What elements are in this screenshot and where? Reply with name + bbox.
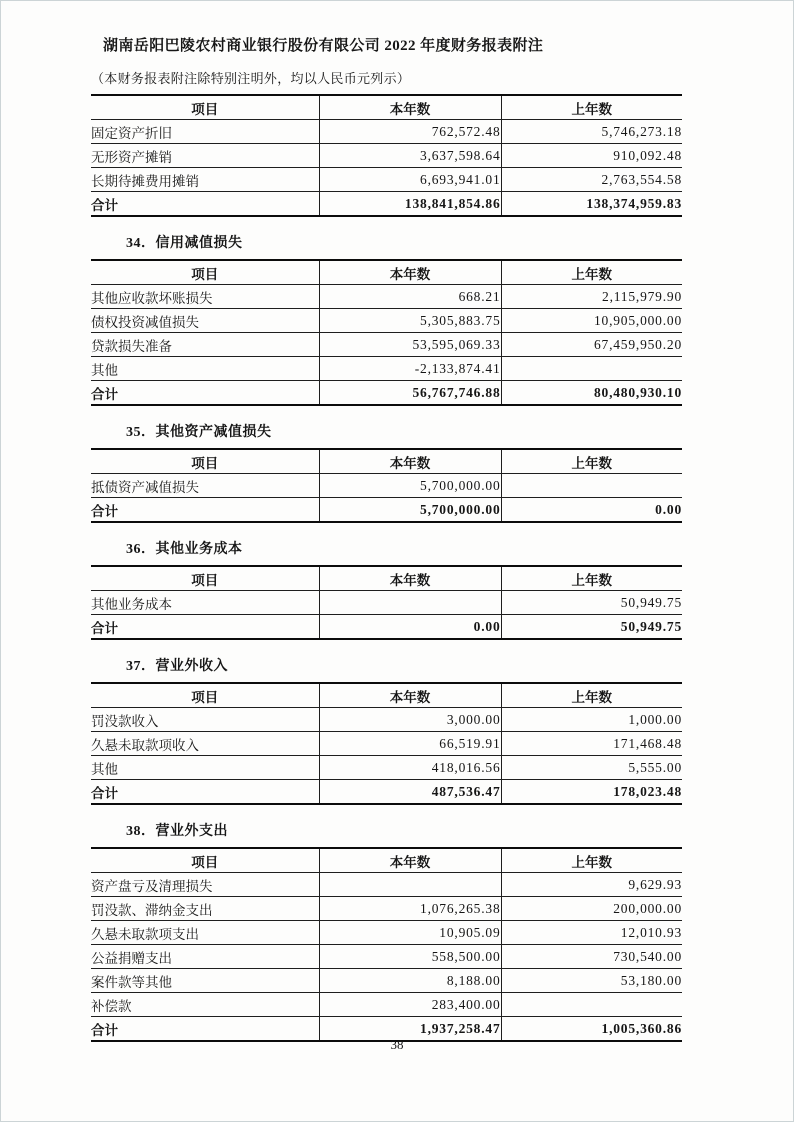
prior-year-cell: 50,949.75 (620, 618, 682, 634)
financial-table (91, 259, 682, 406)
item-cell: 久悬未取款项支出 (91, 921, 319, 945)
item-cell: 合计 (91, 192, 319, 217)
current-year-cell: 5,700,000.00 (319, 474, 501, 498)
financial-table (91, 847, 682, 1042)
report-section (91, 421, 682, 523)
item-cell: 补偿款 (91, 993, 319, 1017)
section-heading: 37．营业外收入 (126, 659, 228, 674)
current-year-cell: 0.00 (319, 615, 501, 640)
column-header-prior-year: 上年数 (501, 449, 682, 474)
current-year-cell: 138,841,854.86 (319, 192, 501, 217)
item-cell: 合计 (91, 498, 319, 523)
item-cell: 公益捐赠支出 (91, 945, 319, 969)
current-year-cell: 1,937,258.47 (319, 1017, 501, 1042)
table-row (91, 285, 682, 309)
page-number: 38 (390, 1037, 404, 1052)
table-row (91, 921, 682, 945)
prior-year-cell: 5,555.00 (501, 756, 682, 780)
item-cell: 久悬未取款项收入 (91, 732, 319, 756)
column-header-item: 项目 (91, 848, 319, 873)
financial-table (91, 565, 682, 640)
item-cell: 资产盘亏及清理损失 (91, 873, 319, 897)
current-year-cell: 1,076,265.38 (319, 897, 501, 921)
item-cell: 其他应收款坏账损失 (91, 285, 319, 309)
table-row (91, 168, 682, 192)
column-header-current-year: 本年数 (319, 848, 501, 873)
table-row (91, 120, 682, 144)
prior-year-cell (501, 357, 682, 381)
document-subtitle: （本财务报表附注除特别注明外，均以人民币元列示） (91, 71, 411, 86)
financial-table (91, 682, 682, 805)
prior-year-cell: 178,023.48 (613, 783, 682, 799)
column-header-current-year: 本年数 (319, 683, 501, 708)
current-year-cell: 5,305,883.75 (319, 309, 501, 333)
table-header-row (91, 566, 682, 591)
current-year-cell (319, 873, 501, 897)
item-cell: 合计 (91, 780, 319, 805)
table-row (91, 993, 682, 1017)
table-row (91, 897, 682, 921)
item-cell: 其他业务成本 (91, 591, 319, 615)
prior-year-cell: 910,092.48 (501, 144, 682, 168)
report-section (91, 538, 682, 640)
current-year-cell: -2,133,874.41 (319, 357, 501, 381)
column-header-prior-year: 上年数 (501, 95, 682, 120)
current-year-cell: 8,188.00 (319, 969, 501, 993)
current-year-cell: 56,767,746.88 (319, 381, 501, 406)
table-row (91, 969, 682, 993)
prior-year-cell: 50,949.75 (501, 591, 682, 615)
current-year-cell: 10,905.09 (319, 921, 501, 945)
section-heading: 34．信用减值损失 (126, 236, 243, 251)
column-header-prior-year: 上年数 (501, 683, 682, 708)
current-year-cell: 418,016.56 (319, 756, 501, 780)
table-row (91, 498, 682, 523)
item-cell: 无形资产摊销 (91, 144, 319, 168)
current-year-cell: 558,500.00 (319, 945, 501, 969)
current-year-cell: 53,595,069.33 (319, 333, 501, 357)
current-year-cell: 487,536.47 (319, 780, 501, 805)
prior-year-cell: 9,629.93 (501, 873, 682, 897)
item-cell: 债权投资减值损失 (91, 309, 319, 333)
prior-year-cell: 2,763,554.58 (501, 168, 682, 192)
table-row (91, 144, 682, 168)
item-cell: 合计 (91, 381, 319, 406)
table-row (91, 192, 682, 217)
report-section (91, 820, 682, 1042)
report-section (91, 232, 682, 406)
table-row (91, 945, 682, 969)
item-cell: 长期待摊费用摊销 (91, 168, 319, 192)
column-header-prior-year: 上年数 (501, 260, 682, 285)
current-year-cell: 3,000.00 (319, 708, 501, 732)
financial-table (91, 94, 682, 217)
item-cell: 合计 (91, 1017, 319, 1042)
prior-year-cell (501, 993, 682, 1017)
current-year-cell: 6,693,941.01 (319, 168, 501, 192)
column-header-item: 项目 (91, 566, 319, 591)
financial-table (91, 448, 682, 523)
prior-year-cell: 1,005,360.86 (601, 1020, 682, 1036)
table-row (91, 873, 682, 897)
prior-year-cell: 12,010.93 (501, 921, 682, 945)
prior-year-cell: 10,905,000.00 (501, 309, 682, 333)
column-header-prior-year: 上年数 (501, 566, 682, 591)
item-cell: 贷款损失准备 (91, 333, 319, 357)
prior-year-cell: 5,746,273.18 (501, 120, 682, 144)
table-row (91, 591, 682, 615)
column-header-item: 项目 (91, 449, 319, 474)
item-cell: 合计 (91, 615, 319, 640)
section-heading: 38．营业外支出 (126, 824, 228, 839)
prior-year-cell: 80,480,930.10 (593, 384, 682, 400)
prior-year-cell: 2,115,979.90 (501, 285, 682, 309)
section-heading: 36．其他业务成本 (126, 542, 243, 557)
column-header-current-year: 本年数 (319, 566, 501, 591)
table-row (91, 333, 682, 357)
item-cell: 固定资产折旧 (91, 120, 319, 144)
prior-year-cell (501, 474, 682, 498)
prior-year-cell: 0.00 (655, 501, 682, 517)
prior-year-cell: 171,468.48 (501, 732, 682, 756)
current-year-cell: 762,572.48 (319, 120, 501, 144)
report-section (91, 94, 682, 217)
sections-container (91, 94, 682, 1042)
prior-year-cell: 1,000.00 (501, 708, 682, 732)
document-content (91, 1, 682, 1042)
section-heading: 35．其他资产减值损失 (126, 425, 272, 440)
current-year-cell: 283,400.00 (319, 993, 501, 1017)
prior-year-cell: 67,459,950.20 (501, 333, 682, 357)
table-header-row (91, 683, 682, 708)
table-row (91, 708, 682, 732)
prior-year-cell: 200,000.00 (501, 897, 682, 921)
current-year-cell: 66,519.91 (319, 732, 501, 756)
table-row (91, 756, 682, 780)
current-year-cell: 3,637,598.64 (319, 144, 501, 168)
column-header-item: 项目 (91, 683, 319, 708)
item-cell: 罚没款收入 (91, 708, 319, 732)
item-cell: 罚没款、滞纳金支出 (91, 897, 319, 921)
column-header-item: 项目 (91, 95, 319, 120)
table-header-row (91, 260, 682, 285)
current-year-cell: 5,700,000.00 (319, 498, 501, 523)
table-row (91, 357, 682, 381)
table-row (91, 615, 682, 640)
item-cell: 其他 (91, 357, 319, 381)
current-year-cell (319, 591, 501, 615)
table-row (91, 309, 682, 333)
current-year-cell: 668.21 (319, 285, 501, 309)
table-header-row (91, 848, 682, 873)
column-header-current-year: 本年数 (319, 260, 501, 285)
prior-year-cell: 730,540.00 (501, 945, 682, 969)
table-row (91, 732, 682, 756)
report-section (91, 655, 682, 805)
table-header-row (91, 449, 682, 474)
document-title: 湖南岳阳巴陵农村商业银行股份有限公司 2022 年度财务报表附注 (103, 38, 544, 54)
prior-year-cell: 138,374,959.83 (586, 195, 682, 211)
column-header-current-year: 本年数 (319, 449, 501, 474)
column-header-item: 项目 (91, 260, 319, 285)
table-row (91, 381, 682, 406)
item-cell: 案件款等其他 (91, 969, 319, 993)
table-header-row (91, 95, 682, 120)
item-cell: 抵债资产减值损失 (91, 474, 319, 498)
table-row (91, 780, 682, 805)
column-header-current-year: 本年数 (319, 95, 501, 120)
item-cell: 其他 (91, 756, 319, 780)
column-header-prior-year: 上年数 (501, 848, 682, 873)
prior-year-cell: 53,180.00 (501, 969, 682, 993)
table-row (91, 474, 682, 498)
